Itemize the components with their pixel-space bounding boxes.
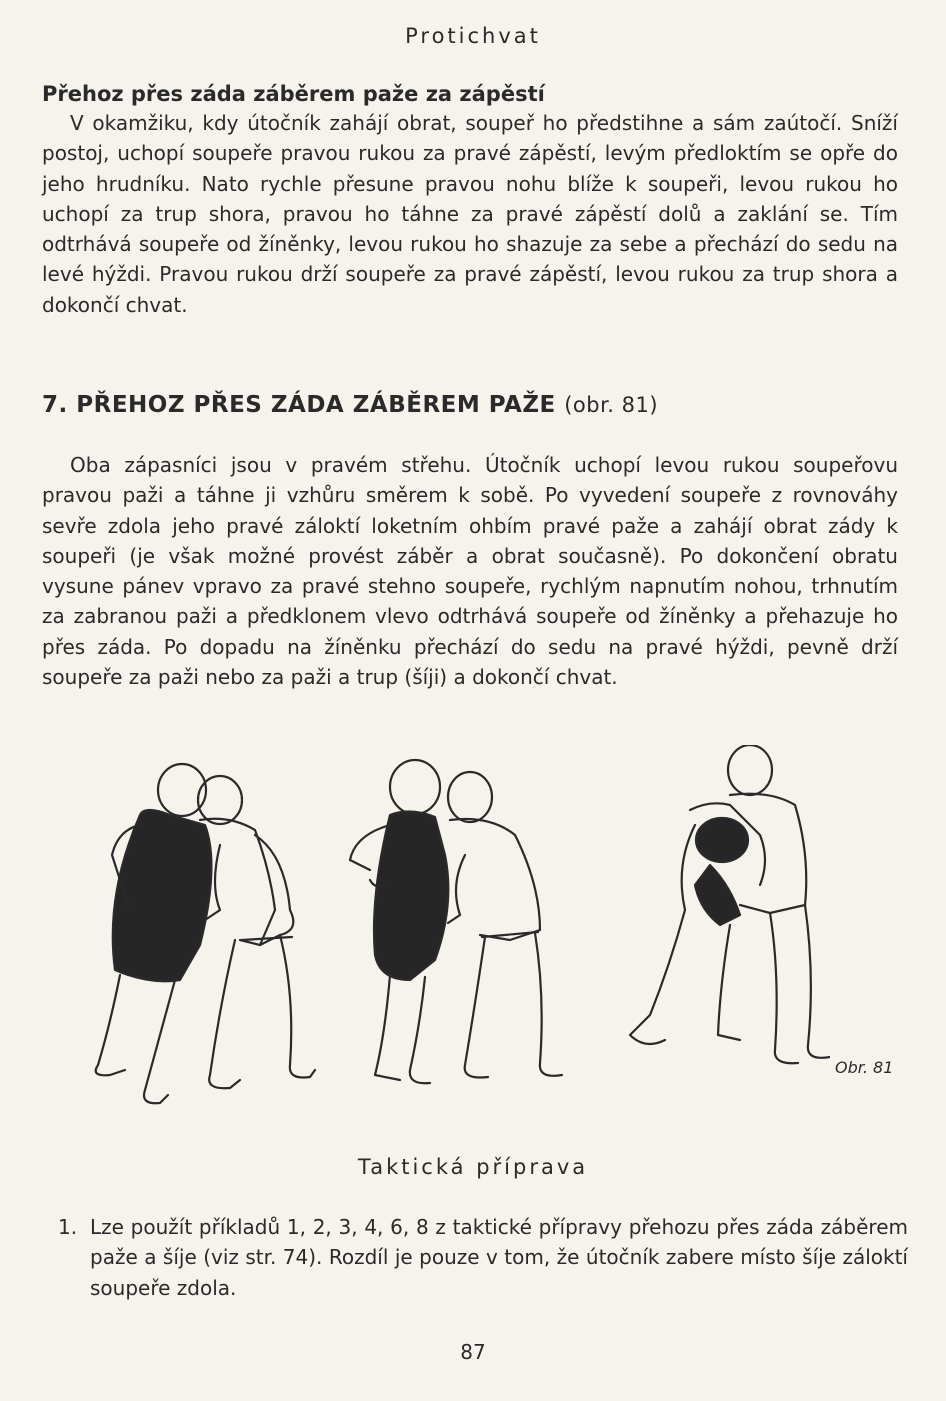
section-7-heading — [42, 392, 658, 418]
outline-stroke — [96, 975, 125, 1075]
outline-stroke — [390, 760, 440, 814]
subsection-heading: Přehoz přes záda záběrem paže za zápěstí — [42, 82, 545, 106]
outline-stroke — [770, 913, 798, 1063]
dark-singlet-shape — [696, 818, 748, 862]
list-item — [58, 1212, 908, 1303]
section-7-title: 7. PŘEHOZ PŘES ZÁDA ZÁBĚREM PAŽE — [42, 392, 556, 418]
section-heading-protichvat: Protichvat — [405, 24, 541, 48]
outline-stroke — [535, 933, 562, 1076]
outline-stroke — [718, 925, 740, 1040]
illustration-phase-2 — [350, 760, 562, 1083]
dark-singlet-shape — [113, 810, 212, 981]
outline-stroke — [448, 855, 465, 923]
illustration-phase-1 — [96, 764, 315, 1103]
paragraph-counter-throw: V okamžiku, kdy útočník zahájí obrat, soupeř ho předstihne a sám zaútočí. Sníží postoj, uchopí soupeře pravou rukou za pravé zápěstí, levým předloktím se opře do jeho hrudníku. Nato rychle přesune pravou nohu blíže k soupeři, levou rukou ho uchopí za trup shora, pravou ho táhne za pravé zápěstí dolů a zaklání se. Tím odtrhává soupeře od žíněnky, levou rukou ho shazuje za sebe a přechází do sedu na levé hýždi. Pravou rukou drží soupeře za pravé zápěstí, levou rukou za trup shora a dokončí chvat. — [42, 111, 898, 317]
illustration-phase-3 — [630, 745, 830, 1063]
wrestling-illustration — [70, 745, 830, 1125]
tactics-list — [58, 1212, 908, 1303]
list-item-number: 1. — [58, 1215, 78, 1239]
dark-singlet-shape — [374, 811, 448, 980]
outline-stroke — [728, 745, 772, 795]
outline-stroke — [630, 825, 695, 1044]
outline-stroke — [465, 937, 488, 1078]
outline-stroke — [242, 937, 292, 940]
outline-stroke — [144, 980, 175, 1103]
outline-stroke — [209, 940, 240, 1088]
section-heading-tactics: Taktická příprava — [357, 1155, 589, 1179]
list-item-text: Lze použít příkladů 1, 2, 3, 4, 6, 8 z taktické přípravy přehozu přes záda záběrem paže a šíje (viz str. 74). Rozdíl je pouze v tom, že útočník zabere místo šíje záloktí soupeře zdola. — [90, 1215, 908, 1300]
paragraph-section-7: Oba zápasníci jsou v pravém střehu. Útočník uchopí levou rukou soupeřovu pravou paži a táhne ji vzhůru směrem k sobě. Po vyvedení soupeře z rovnováhy sevře zdola jeho pravé záloktí loketním ohbím pravé paže a zahájí obrat zády k soupeři (je však možné provést záběr a obrat současně). Po dokončení obratu vysune pánev vpravo za pravé stehno soupeře, rychlým napnutím nohou, trhnutím za zabranou paži a předklonem vlevo odtrhává soupeře od žíněnky a přehazuje ho přes záda. Po dopadu na žíněnku přechází do sedu na pravé hýždi, pevně drží soupeře za paži nebo za paži a trup (šíji) a dokončí chvat. — [42, 453, 898, 690]
dark-singlet-shape — [695, 865, 740, 925]
outline-stroke — [375, 975, 400, 1080]
page-number: 87 — [460, 1340, 486, 1364]
outline-stroke — [448, 772, 492, 822]
outline-stroke — [450, 819, 540, 940]
outline-stroke — [805, 905, 830, 1058]
figure-caption: Obr. 81 — [835, 1058, 894, 1077]
outline-stroke — [280, 935, 315, 1078]
outline-stroke — [410, 977, 430, 1083]
outline-stroke — [255, 835, 293, 945]
figure-reference: (obr. 81) — [564, 393, 659, 417]
